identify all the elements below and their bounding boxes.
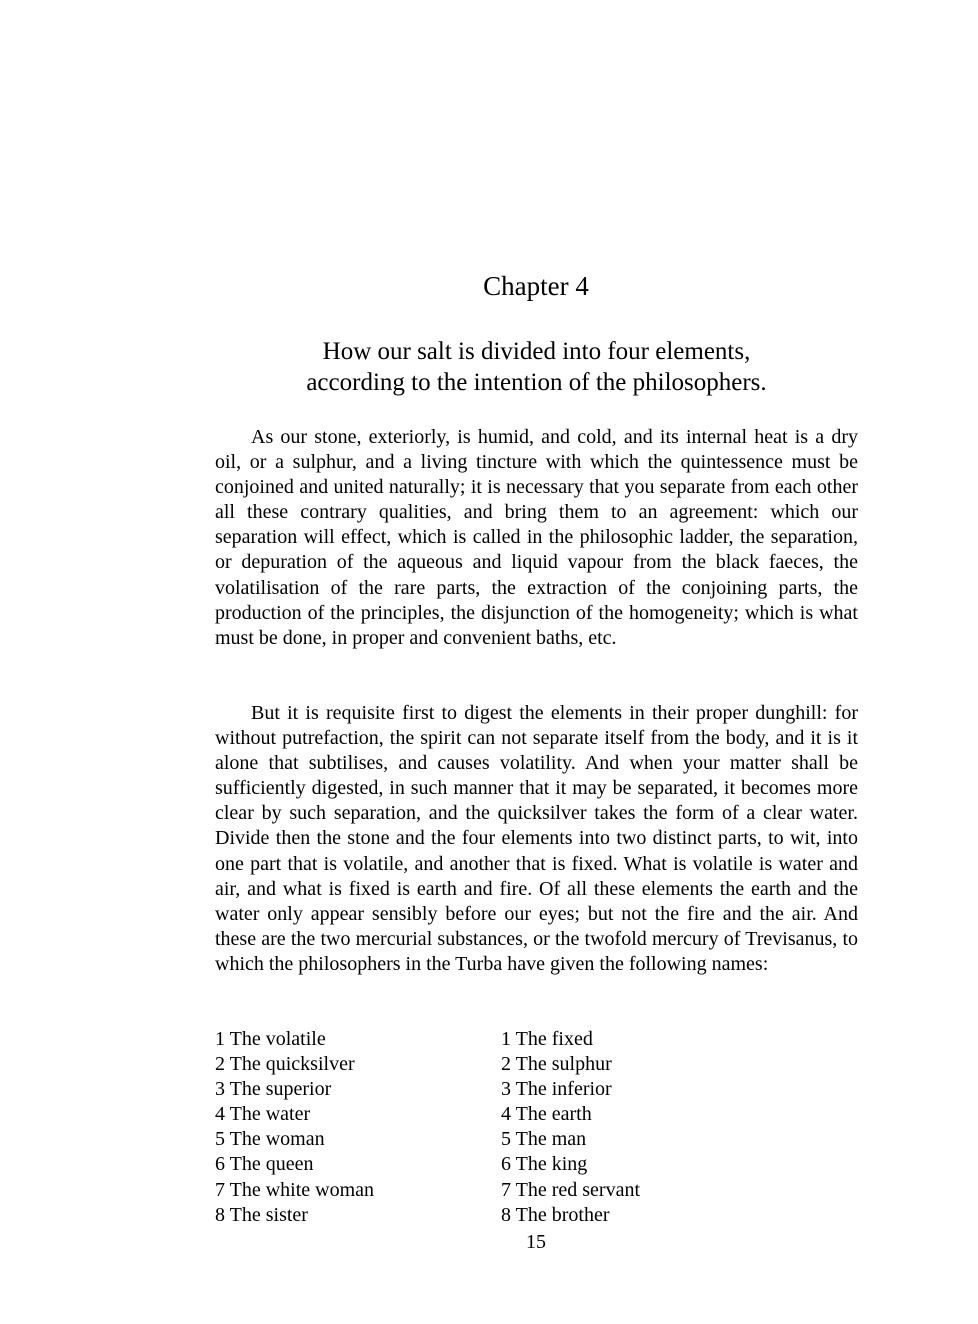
fixed-name: 8 The brother [501,1203,610,1226]
volatile-name: 8 The sister [215,1203,308,1226]
volatile-name: 2 The quicksilver [215,1053,355,1076]
fixed-name: 4 The earth [501,1103,592,1126]
paragraph-2: But it is requisite first to digest the elements in their proper dunghill: for without putrefaction, the spirit can not separate itself from the body, and it is it alone that subtilises, and causes volatility. And when your matter shall be sufficiently digested, in such manner that it may be separated, it becomes more clear by such separation, and the quicksilver takes the form of a clear water. Divide then the stone and the four elements into two distinct parts, to wit, into one part that is volatile, and another that is fixed. What is volatile is water and air, and what is fixed is earth and fire. Of all these elements the earth and the water only appear sensibly before our eyes; but not the fire and the air. And these are the two mercurial substances, or the twofold mercury of Trevisanus, to which the philosophers in the Turba have given the following names: [215,702,858,975]
names-row [215,1077,858,1102]
fixed-name: 2 The sulphur [501,1053,612,1076]
names-row [215,1127,858,1152]
fixed-name: 6 The king [501,1153,588,1176]
names-row [215,1027,858,1052]
names-row [215,1203,858,1228]
fixed-name: 1 The fixed [501,1028,593,1050]
volatile-name: 1 The volatile [215,1028,326,1050]
fixed-name: 7 The red servant [501,1178,641,1201]
subtitle-line-2: according to the intention of the philosophers. [306,369,767,396]
chapter-title: Chapter 4 [483,271,589,301]
subtitle-line-1: How our salt is divided into four elements, [322,338,751,365]
names-row [215,1102,858,1127]
volatile-name: 5 The woman [215,1128,325,1151]
fixed-name: 3 The inferior [501,1078,612,1101]
fixed-name: 5 The man [501,1128,587,1151]
volatile-name: 7 The white woman [215,1178,375,1201]
names-row [215,1152,858,1177]
volatile-name: 4 The water [215,1103,311,1126]
paragraph-1: As our stone, exteriorly, is humid, and cold, and its internal heat is a dry oil, or a sulphur, and a living tincture with which the quintessence must be conjoined and united naturally; it is necessary that you separate from each other all these contrary qualities, and bring them to an agreement: which our separation will effect, which is called in the philosophic ladder, the separation, or depuration of the aqueous and liquid vapour from the black faeces, the volatilisation of the rare parts, the extraction of the conjoining parts, the production of the principles, the disjunction of the homogeneity; which is what must be done, in proper and convenient baths, etc. [215,426,858,649]
names-list [215,1027,858,1228]
volatile-name: 3 The superior [215,1078,332,1101]
names-row [215,1178,858,1203]
volatile-name: 6 The queen [215,1153,314,1176]
chapter-subtitle [215,336,858,398]
names-row [215,1052,858,1077]
page-number: 15 [526,1231,546,1253]
